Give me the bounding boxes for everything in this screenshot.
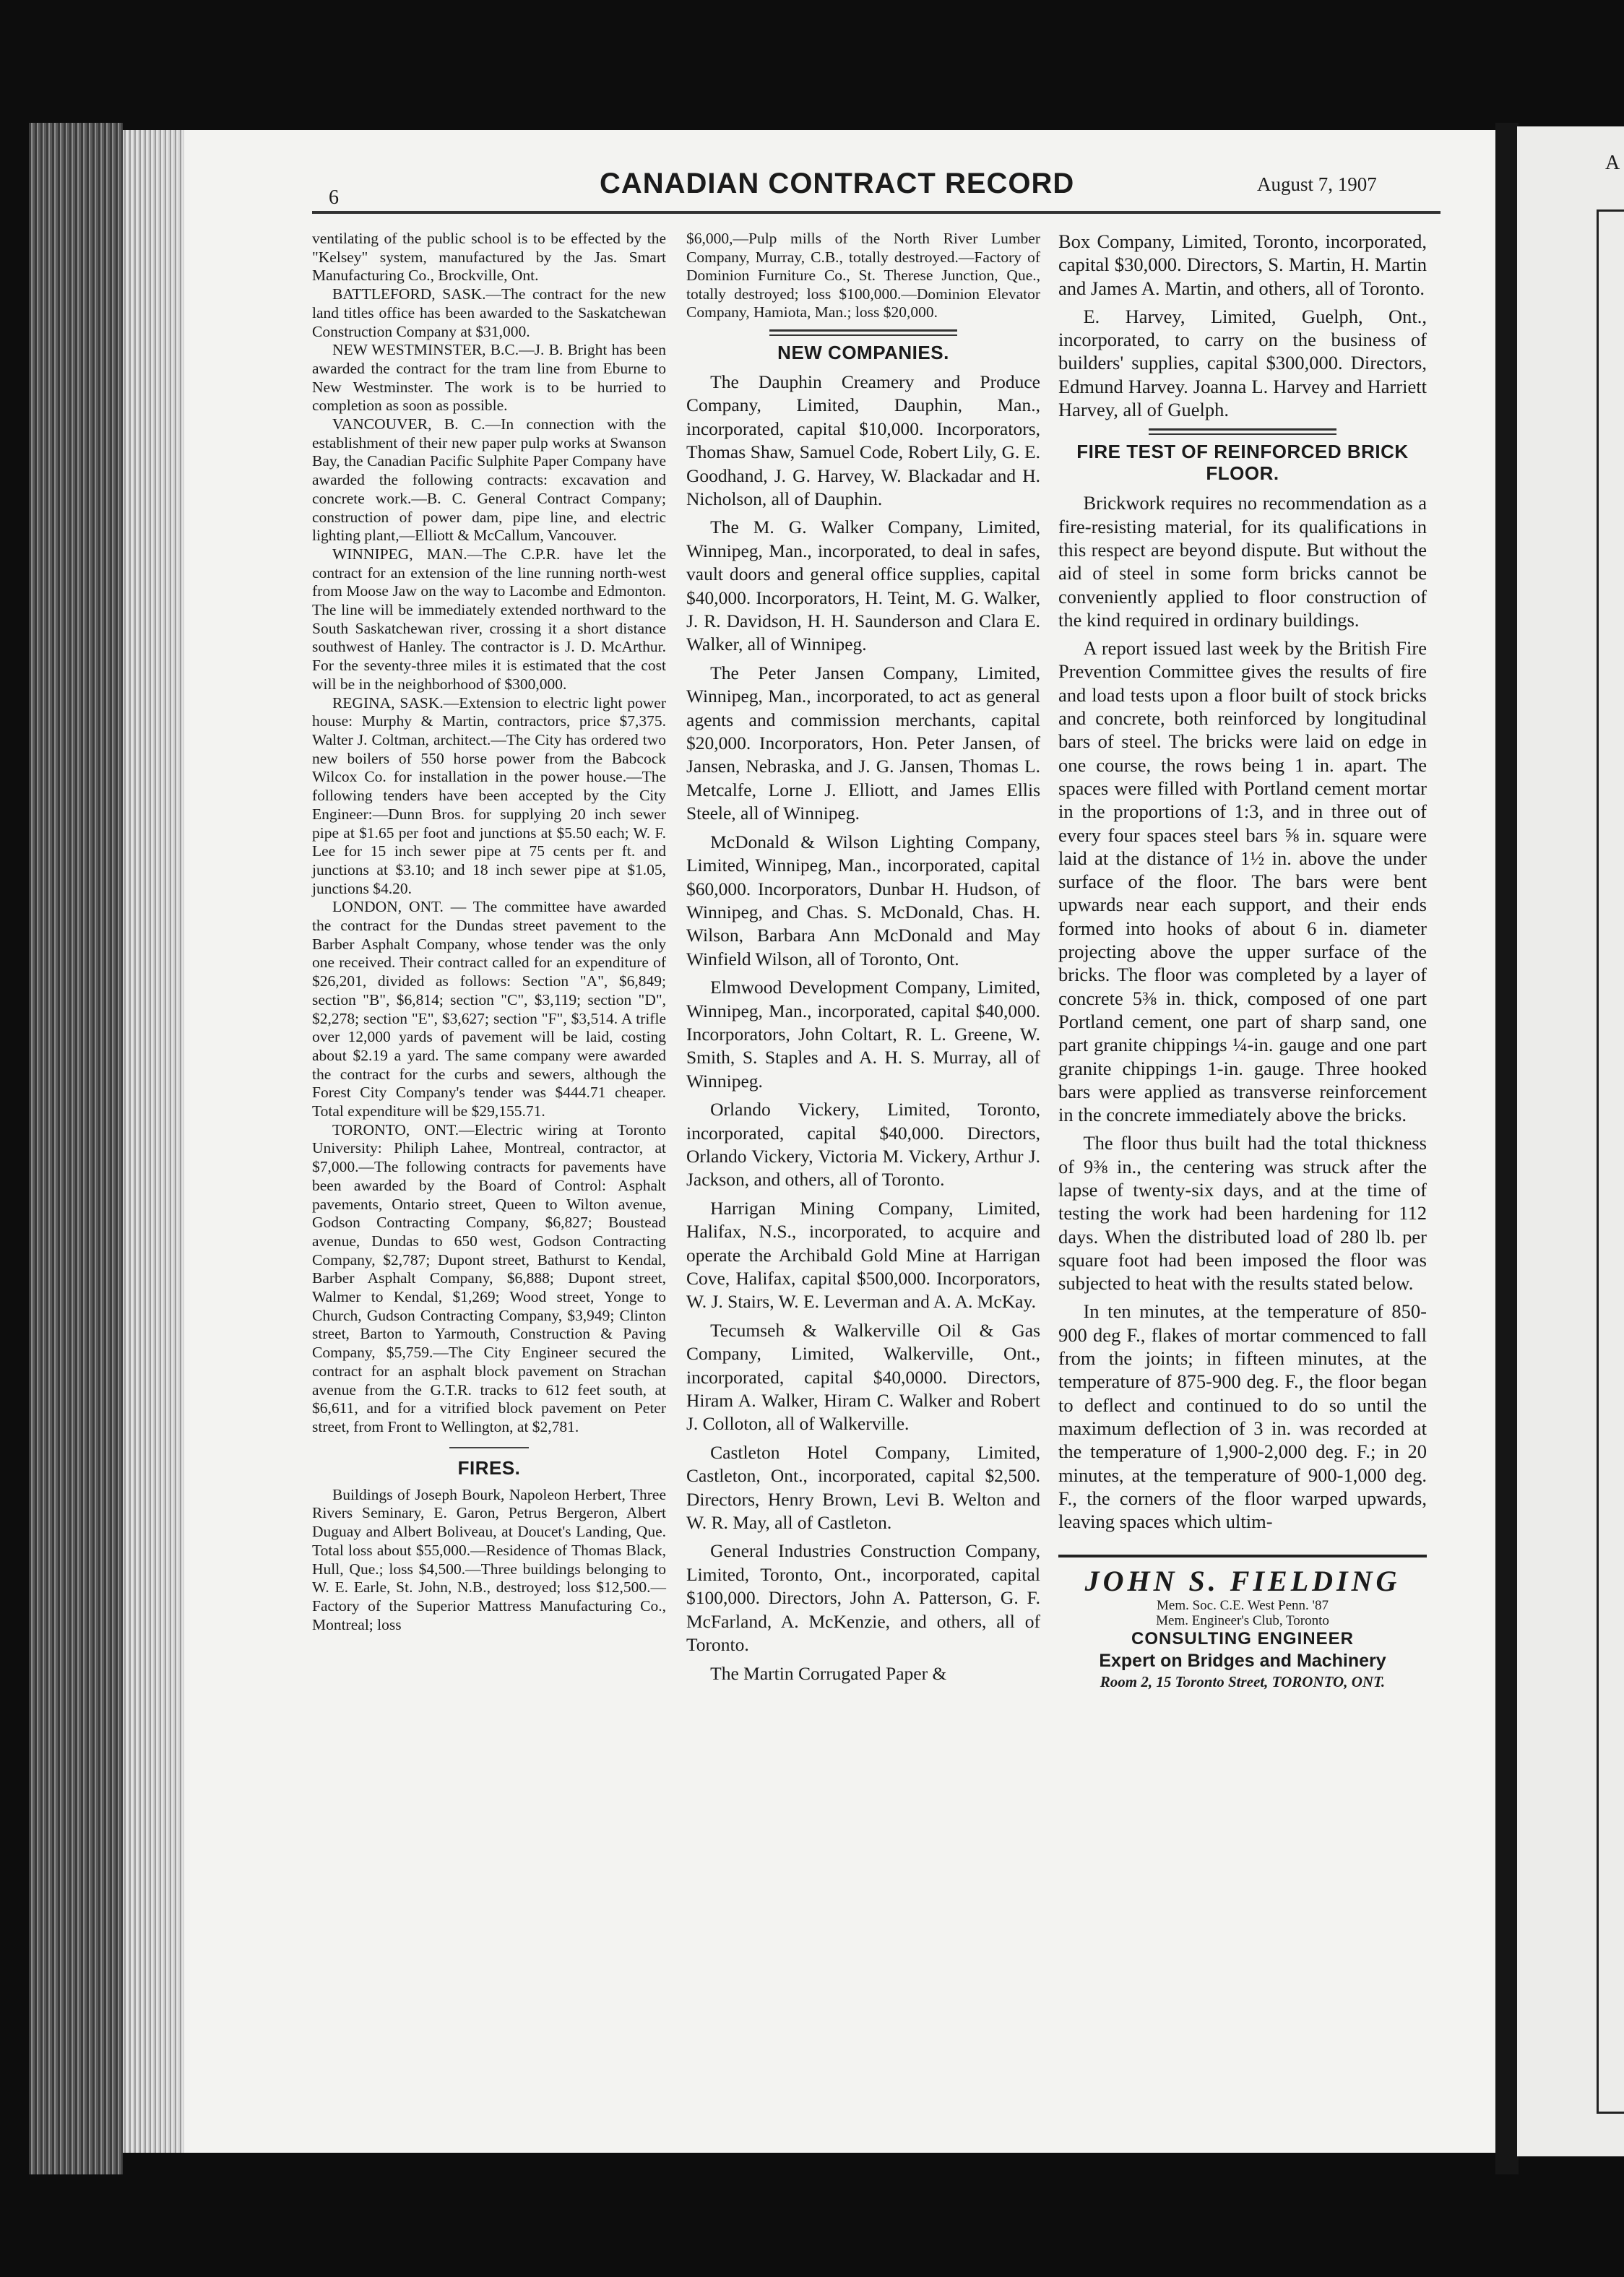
- ad-membership: Mem. Engineer's Club, Toronto: [1156, 1613, 1329, 1629]
- company-paragraph: Harrigan Mining Company, Limited, Halifax, N.S., incorporated, to acquire and operate the Archibald Gold Mine at Harrigan Cove, Halifax, capital $500,000. Incorporators, W. J. Stairs, W. E. Leverman and A. A. McKay.: [686, 1197, 1040, 1313]
- facing-page-frame: [1597, 209, 1624, 2114]
- company-paragraph: McDonald & Wilson Lighting Company, Limited, Winnipeg, Man., incorporated, capital $60,000. Incorporators, Dunbar H. Hudson, of Winnipeg, and Chas. S. McDonald, Chas. H. Wilson, Barbara Ann McDonald and May Winfield Wilson, all of Toronto, Ont.: [686, 831, 1040, 969]
- book-spine: [29, 123, 123, 2174]
- news-paragraph: BATTLEFORD, SASK.—The contract for the new land titles office has been awarded to the Saskatchewan Construction Company at $31,000.: [312, 285, 666, 340]
- facing-page-fragment: A: [1605, 152, 1620, 174]
- news-paragraph: TORONTO, ONT.—Electric wiring at Toronto University: Philiph Lahee, Montreal, contractor, at $7,000.—The following contracts for pavements have been awarded by the Board of Control: Asphalt pavements, Ontario street, Queen to Wilton avenue, Godson Contracting Company, $6,827; Boustead avenue, Dundas to 650 west, Godson Contracting Company, $2,787; Dupont street, Bathurst to Kendal, Barber Asphalt Company, $6,888; Dupont street, Walmer to Kendal, $1,269; Wood street, Yonge to Church, Gudson Contracting Company, $3,949; Clinton street, Barton to Yarmouth, Construction & Paving Company, $5,759.—The City Engineer secured the contract for an asphalt block pavement on Strachan avenue from the G.T.R. tracks to 612 feet south, at $6,611, and for a vitrified block pavement on Peter street, from Front to Wellington, at $2,781.: [312, 1120, 666, 1435]
- news-paragraph: LONDON, ONT. — The committee have awarded the contract for the Dundas street pavement to the Barber Asphalt Company, whose tender was the only one received. Their contract called for an expenditure of $26,201, divided as follows: Section "A", $6,849; section "B", $6,814; section "C", $3,119; section "D", $2,278; section "E", $3,627; section "F", $3,514. A trifle over 12,000 yards of pavement will be laid, costing about $2.19 a yard. The same company were awarded the contract for the curbs and sewers, although the Forest City Company's tender was $444.71 cheaper. Total expenditure will be $29,155.71.: [312, 898, 666, 1120]
- new-companies-heading: NEW COMPANIES.: [777, 341, 949, 363]
- ad-title: CONSULTING ENGINEER: [1131, 1629, 1354, 1649]
- company-paragraph: The M. G. Walker Company, Limited, Winnipeg, Man., incorporated, to deal in safes, vault doors and general office supplies, capital $40,000. Incorporators, H. Teint, M. G. Walker, J. R. Davidson, H. H. Saunderson and Clara E. Walker, all of Winnipeg.: [686, 517, 1040, 655]
- section-rule: [1149, 428, 1336, 435]
- ad-name: JOHN S. FIELDING: [1084, 1565, 1401, 1598]
- company-paragraph: The Martin Corrugated Paper &: [710, 1662, 947, 1684]
- company-paragraph: Castleton Hotel Company, Limited, Castleton, Ont., incorporated, capital $2,500. Directors, Henry Brown, Levi B. Welton and W. R. May, all of Castleton.: [686, 1441, 1040, 1534]
- issue-date: August 7, 1907: [1257, 173, 1377, 195]
- page-number: 6: [329, 186, 339, 209]
- news-paragraph: REGINA, SASK.—Extension to electric light power house: Murphy & Martin, contractors, price $7,375. Walter J. Coltman, architect.—The City has ordered two new boilers of 550 horse power from the Babcock Wilcox Co. for installation in the power house.—The following tenders have been accepted by the City Engineer:—Dunn Bros. for supplying 20 inch sewer pipe at $1.65 per foot and junctions at $5.50 each; W. F. Lee for 15 inch sewer pipe at 75 cents per ft. and junctions at $3.10; and 18 inch sewer pipe at $1.05, junctions $4.20.: [312, 694, 666, 897]
- fires-heading: FIRES.: [457, 1456, 521, 1479]
- advertisement: [1058, 1555, 1427, 1692]
- page-edges: [123, 130, 188, 2153]
- article-paragraph: In ten minutes, at the temperature of 850-900 deg F., flakes of mortar commenced to fall from the joints; in fifteen minutes, at the temperature of 875-900 deg. F., the floor began to deflect and continued to do so until the maximum deflection of 3 in. was recorded at the temperature of 1,900-2,000 deg. F.; in 20 minutes, at the temperature of 900-1,000 deg. F., the corners of the floor warped upwards, leaving spaces which ultim-: [1058, 1300, 1427, 1533]
- section-rule: [449, 1447, 529, 1448]
- article-paragraph: The floor thus built had the total thickness of 9⅜ in., the centering was struck after the lapse of twenty-six days, and at the time of testing the work had been hardening for 112 days. When the distributed load of 280 lb. per square foot had been imposed the floor was subjected to heat with the results stated below.: [1058, 1132, 1427, 1295]
- news-paragraph: WINNIPEG, MAN.—The C.P.R. have let the contract for an extension of the line running north-west from Moose Jaw on the way to Lacombe and Edmonton. The line will be immediately extended northward to the South Saskatchewan river, crossing it a short distance southwest of Hanley. The contractor is J. D. McArthur. For the seventy-three miles it is estimated that the cost will be in the neighborhood of $300,000.: [312, 545, 666, 693]
- fire-test-heading: FIRE TEST OF REINFORCED BRICK FLOOR.: [1076, 441, 1409, 485]
- news-paragraph: NEW WESTMINSTER, B.C.—J. B. Bright has been awarded the contract for the tram line from Eburne to New Westminster. The work is to be hurried to completion as soon as possible.: [312, 341, 666, 415]
- column-2: [686, 230, 1040, 1685]
- article-paragraph: A report issued last week by the British Fire Prevention Committee gives the results of fire and load tests upon a floor built of stock bricks and concrete, both reinforced by longitudinal bars of steel. The bricks were laid on edge in one course, the rows being 1 in. apart. The spaces were filled with Portland cement mortar in the proportions of 1:3, and in three out of every four spaces steel bars ⅝ in. square were laid at the distance of 1½ in. above the under surface of the floor. The bars were bent upwards near each support, and their ends formed into hooks of about 6 in. diameter projecting above the upper surface of the bricks. The floor was completed by a layer of concrete 5⅜ in. thick, composed of one part Portland cement, one part of sharp sand, one part granite chippings ¼-in. gauge and one part granite chippings 1-in. gauge. Three hooked bars were applied as transverse reinforcement in the concrete immediately above the bricks.: [1058, 637, 1427, 1126]
- section-rule: [769, 329, 957, 336]
- company-paragraph: Box Company, Limited, Toronto, incorporated, capital $30,000. Directors, S. Martin, H. Martin and James A. Martin, and others, all of Toronto.: [1058, 230, 1427, 299]
- company-paragraph: Orlando Vickery, Limited, Toronto, incorporated, capital $40,000. Directors, Orlando Vickery, Victoria M. Vickery, Arthur J. Jackson, and others, all of Toronto.: [686, 1099, 1040, 1191]
- company-paragraph: E. Harvey, Limited, Guelph, Ont., incorporated, to carry on the business of builders' supplies, capital $300,000. Directors, Edmund Harvey. Joanna L. Harvey and Harriett Harvey, all of Guelph.: [1058, 305, 1427, 421]
- company-paragraph: Tecumseh & Walkerville Oil & Gas Company, Limited, Walkerville, Ont., incorporated, capital $40,0000. Directors, Hiram A. Walker, Hiram C. Walker and Robert J. Colloton, all of Walkerville.: [686, 1319, 1040, 1435]
- company-paragraph: The Dauphin Creamery and Produce Company, Limited, Dauphin, Man., incorporated, capital $10,000. Incorporators, Thomas Shaw, Samuel Code, Robert Lily, G. E. Goodhand, J. G. Harvey, W. Blackadar and H. Nicholson, all of Dauphin.: [686, 371, 1040, 509]
- book-gutter: [1495, 123, 1519, 2174]
- news-paragraph: ventilating of the public school is to be effected by the "Kelsey" system, manufactured by the Jas. Smart Manufacturing Co., Brockville, Ont.: [312, 230, 666, 285]
- ad-tagline: Expert on Bridges and Machinery: [1099, 1651, 1386, 1672]
- ad-membership: Mem. Soc. C.E. West Penn. '87: [1157, 1598, 1329, 1614]
- article-paragraph: Brickwork requires no recommendation as a fire-resisting material, for its qualifications in this respect are beyond dispute. But without the aid of steel in some form bricks cannot be conveniently applied to floor construction of the kind required in ordinary buildings.: [1058, 492, 1427, 631]
- news-paragraph: VANCOUVER, B. C.—In connection with the establishment of their new paper pulp works at Swanson Bay, the Canadian Pacific Sulphite Paper Company have awarded the following contracts: excavation and concrete work.—B. C. General Contract Company; construction of power dam, pipe line, and electric lighting plant,—Elliott & McCallum, Vancouver.: [312, 415, 666, 545]
- column-1: [312, 230, 666, 1634]
- company-paragraph: Elmwood Development Company, Limited, Winnipeg, Man., incorporated, capital $40,000. Incorporators, John Coltart, R. L. Greene, W. Smith, S. Staples and A. H. S. Murray, all of Winnipeg.: [686, 977, 1040, 1092]
- company-paragraph: General Industries Construction Company, Limited, Toronto, Ont., incorporated, capital $100,000. Directors, John A. Patterson, G. F. McFarland, A. McKenzie, and others, all of Toronto.: [686, 1540, 1040, 1656]
- masthead: CANADIAN CONTRACT RECORD: [600, 168, 1075, 199]
- fires-continued: $6,000,—Pulp mills of the North River Lumber Company, Murray, C.B., totally destroyed.—Factory of Dominion Furniture Co., St. Therese Junction, Que., totally destroyed; loss $100,000.—Dominion Elevator Company, Hamiota, Man.; loss $20,000.: [686, 230, 1040, 321]
- company-paragraph: The Peter Jansen Company, Limited, Winnipeg, Man., incorporated, to act as general agents and commission merchants, capital $20,000. Incorporators, Hon. Peter Jansen, of Jansen, Nebraska, and J. G. Jansen, Thomas L. Metcalfe, Lorne J. Elliott, and James Ellis Steele, all of Winnipeg.: [686, 662, 1040, 824]
- column-3: [1058, 230, 1427, 1692]
- ad-address: Room 2, 15 Toronto Street, TORONTO, ONT.: [1100, 1673, 1386, 1691]
- fires-paragraph: Buildings of Joseph Bourk, Napoleon Herbert, Three Rivers Seminary, E. Garon, Petrus Bergeron, Albert Duguay and Albert Boliveau, at Doucet's Landing, Que. Total loss about $55,000.—Residence of Thomas Black, Hull, Que.; loss $4,500.—Three buildings belonging to W. E. Earle, St. John, N.B., destroyed; loss $12,500.—Factory of the Superior Mattress Manufacturing Co., Montreal; loss: [312, 1485, 666, 1633]
- header-rule: [312, 211, 1441, 214]
